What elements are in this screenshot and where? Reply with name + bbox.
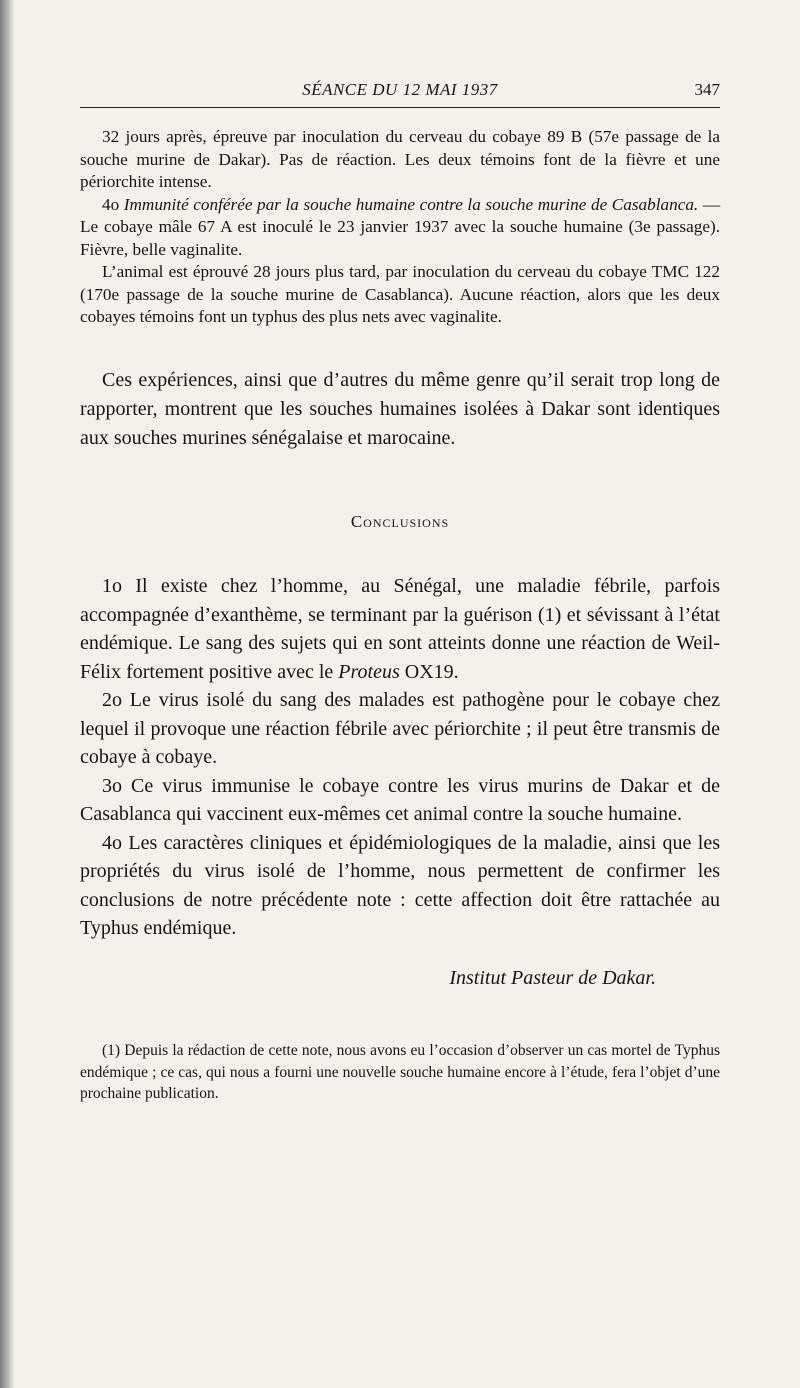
page-number: 347 — [694, 80, 720, 99]
running-head — [80, 80, 720, 104]
conclusion-1 — [80, 572, 720, 686]
conclusion-1-end: OX19. — [404, 660, 459, 683]
conclusion-4: 4o Les caractères cliniques et épidémiologiques de la maladie, ainsi que les propriétés du virus isolé de l’homme, nous permettent de confirmer les conclusions de notre précédente note : cette affection doit être rattachée au Typhus endémique. — [80, 831, 720, 939]
conclusions-list — [80, 572, 720, 943]
conclusion-3: 3o Ce virus immunise le cobaye contre les virus murins de Dakar et de Casablanca qui vaccinent eux-mêmes cet animal contre la souche humaine. — [80, 774, 720, 825]
footnote-text: (1) Depuis la rédaction de cette note, nous avons eu l’occasion d’observer un cas mortel de Typhus endémique ; ce cas, qui nous a fourni une nouvelle souche humaine encore à l’étude, fera l’objet d’une prochaine publication. — [80, 1042, 720, 1102]
paragraph-immunite — [80, 194, 720, 262]
footnote — [80, 1040, 720, 1105]
running-title: SÉANCE DU 12 MAI 1937 — [302, 80, 498, 99]
summary-paragraph — [80, 366, 720, 452]
conclusion-1-text: 1o Il existe chez l’homme, au Sénégal, une maladie fébrile, parfois accompagnée d’exanthème, se terminant par la guérison (1) et sévissant à l’état endémique. Le sang des sujets qui en sont atteints donne une réaction de Weil-Félix fortement positive avec le — [80, 575, 720, 683]
paragraph-heading-italic: Immunité conférée par la souche humaine contre la souche murine de Casablanca. — [123, 194, 699, 214]
experiment-paragraphs — [80, 126, 720, 329]
conclusion-2: 2o Le virus isolé du sang des malades est pathogène pour le cobaye chez lequel il provoque une réaction fébrile avec périorchite ; il peut être transmis de cobaye à cobaye. — [80, 689, 720, 768]
conclusion-1-italic: Proteus — [338, 660, 400, 683]
section-title-conclusions: Conclusions — [350, 512, 450, 531]
paragraph-label: 4o — [102, 194, 120, 214]
paragraph-experiences: Ces expériences, ainsi que d’autres du même genre qu’il serait trop long de rapporter, montrent que les souches humaines isolées à Dakar sont identiques aux souches murines sénégalaise et marocaine. — [80, 369, 720, 449]
signature: Institut Pasteur de Dakar. — [449, 967, 656, 989]
paragraph-animal: L’animal est éprouvé 28 jours plus tard, par inoculation du cerveau du cobaye TMC 122 (170e passage de la souche murine de Casablanca). Aucune réaction, alors que les deux cobayes témoins font un typhus des plus nets avec vaginalite. — [80, 262, 720, 326]
page-edge — [0, 0, 14, 1388]
paragraph-epreuve: 32 jours après, épreuve par inoculation du cerveau du cobaye 89 B (57e passage de la souche murine de Dakar). Pas de réaction. Les deux témoins font de la fièvre et une périorchite intense. — [80, 127, 720, 191]
header-rule — [80, 107, 720, 108]
paragraph-immunite-text: — Le cobaye mâle 67 A est inoculé le 23 janvier 1937 avec la souche humaine (3e passage). Fièvre, belle vaginalite. — [80, 194, 720, 259]
